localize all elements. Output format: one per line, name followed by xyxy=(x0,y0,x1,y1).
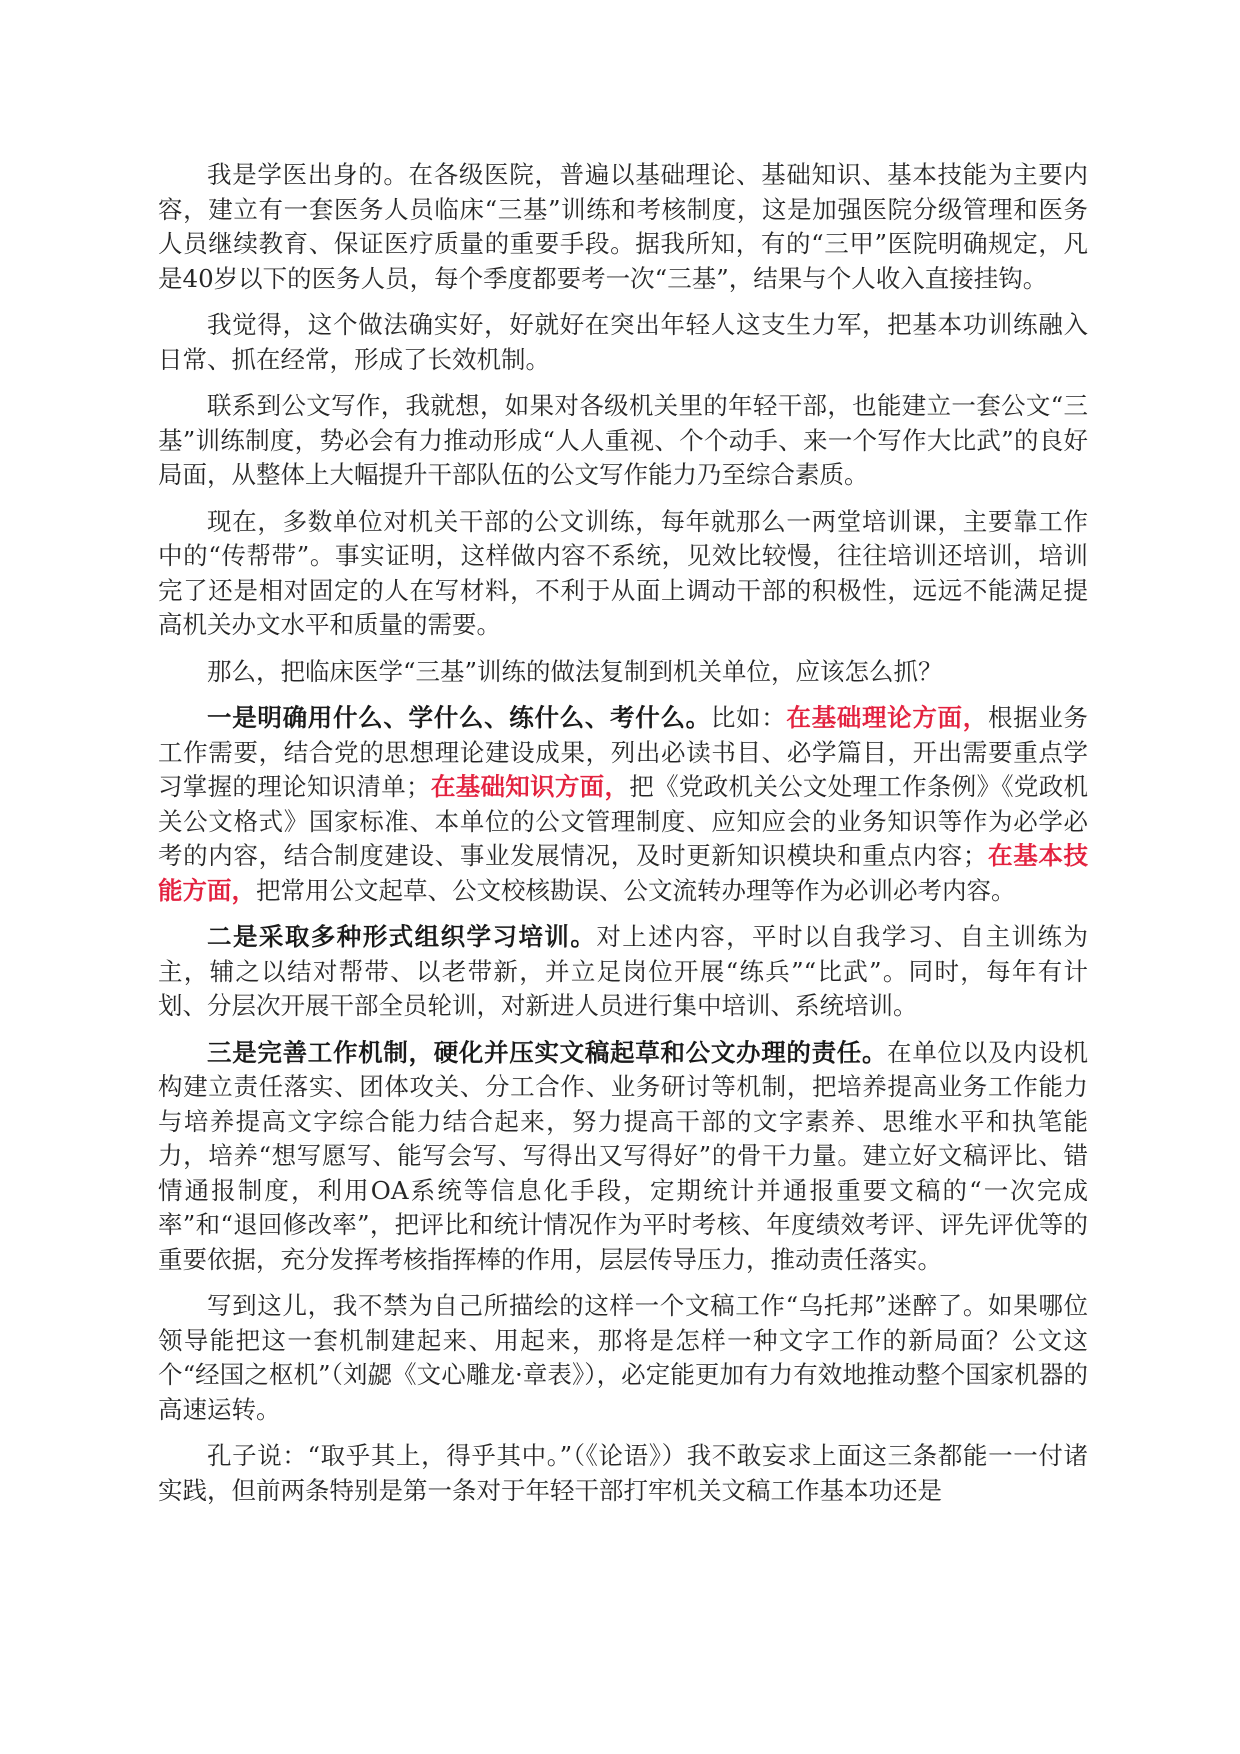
paragraph-text: 根据业务工作需要，结合党的思想理论建设成果，列出必读书目、必学篇目，开出需要重点学习掌握的理论知识清单； xyxy=(158,703,1089,801)
paragraph-text: 联系到公文写作，我就想，如果对各级机关里的年轻干部，也能建立一套公文“三基”训练制度，势必会有力推动形成“人人重视、个个动手、来一个写作大比武”的良好局面，从整体上大幅提升干部队伍的公文写作能力乃至综合素质。 xyxy=(158,391,1088,489)
paragraph-4 xyxy=(158,505,1088,643)
paragraph-text: 在单位以及内设机构建立责任落实、团体攻关、分工合作、业务研讨等机制，把培养提高业务工作能力与培养提高文字综合能力结合起来，努力提高干部的文字素养、思维水平和执笔能力，培养“想写愿写、能写会写、写得出又写得好”的骨干力量。建立好文稿评比、错情通报制度，利用OA系统等信息化手段，定期统计并通报重要文稿的“一次完成率”和“退回修改率”，把评比和统计情况作为平时考核、年度绩效考评、评先评优等的重要依据，充分发挥考核指挥棒的作用，层层传导压力，推动责任落实。 xyxy=(158,1037,1089,1274)
paragraph-text: 孔子说：“取乎其上，得乎其中。”（《论语》）我不敢妄求上面这三条都能一一付诸实践，但前两条特别是第一条对于年轻干部打牢机关文稿工作基本功还是 xyxy=(158,1441,1088,1505)
paragraph-7 xyxy=(158,920,1088,1024)
paragraph-text: 写到这儿，我不禁为自己所描绘的这样一个文稿工作“乌托邦”迷醉了。如果哪位领导能把这一套机制建起来、用起来，那将是怎样一种文字工作的新局面？公文这个“经国之枢机”（刘勰《文心雕龙·章表》），必定能更加有力有效地推动整个国家机器的高速运转。 xyxy=(158,1291,1088,1424)
paragraph-text: 我觉得，这个做法确实好，好就好在突出年轻人这支生力军，把基本功训练融入日常、抓在经常，形成了长效机制。 xyxy=(158,310,1088,374)
paragraph-1 xyxy=(158,158,1088,296)
paragraph-9 xyxy=(158,1289,1088,1427)
paragraph-text: 比如： xyxy=(710,703,787,732)
paragraph-text: 把常用公文起草、公文校核勘误、公文流转办理等作为必训必考内容。 xyxy=(256,875,1016,905)
paragraph-6 xyxy=(158,701,1088,908)
highlight-theory: 在基础理论方面， xyxy=(786,703,988,732)
paragraph-text: 那么，把临床医学“三基”训练的做法复制到机关单位，应该怎么抓？ xyxy=(207,656,943,686)
point-two-heading: 二是采取多种形式组织学习培训。 xyxy=(207,922,597,951)
paragraph-3 xyxy=(158,389,1088,493)
paragraph-8 xyxy=(158,1036,1088,1278)
point-three-heading: 三是完善工作机制，硬化并压实文稿起草和公文办理的责任。 xyxy=(207,1037,888,1067)
paragraph-text: 把《党政机关公文处理工作条例》《党政机关公文格式》国家标准、本单位的公文管理制度、应知应会的业务知识等作为必学必考的内容，结合制度建设、事业发展情况，及时更新知识模块和重点内容； xyxy=(158,772,1089,870)
paragraph-5 xyxy=(158,655,1088,690)
point-one-heading: 一是明确用什么、学什么、练什么、考什么。 xyxy=(207,703,711,732)
paragraph-text: 对上述内容，平时以自我学习、自主训练为主，辅之以结对帮带、以老带新，并立足岗位开展“练兵”“比武”。同时，每年有计划、分层次开展干部全员轮训，对新进人员进行集中培训、系统培训。 xyxy=(158,922,1089,1020)
paragraph-text: 我是学医出身的。在各级医院，普遍以基础理论、基础知识、基本技能为主要内容，建立有一套医务人员临床“三基”训练和考核制度，这是加强医院分级管理和医务人员继续教育、保证医疗质量的重要手段。据我所知，有的“三甲”医院明确规定，凡是40岁以下的医务人员，每个季度都要考一次“三基”，结果与个人收入直接挂钩。 xyxy=(158,160,1088,293)
paragraph-10 xyxy=(158,1439,1088,1508)
article-body xyxy=(158,158,1088,1520)
highlight-skills: 在基本技能方面， xyxy=(158,841,1089,905)
paragraph-2 xyxy=(158,308,1088,377)
paragraph-text: 现在，多数单位对机关干部的公文训练，每年就那么一两堂培训课，主要靠工作中的“传帮带”。事实证明，这样做内容不系统，见效比较慢，往往培训还培训，培训完了还是相对固定的人在写材料，不利于从面上调动干部的积极性，远远不能满足提高机关办文水平和质量的需要。 xyxy=(158,506,1088,639)
highlight-knowledge: 在基础知识方面， xyxy=(430,772,630,801)
